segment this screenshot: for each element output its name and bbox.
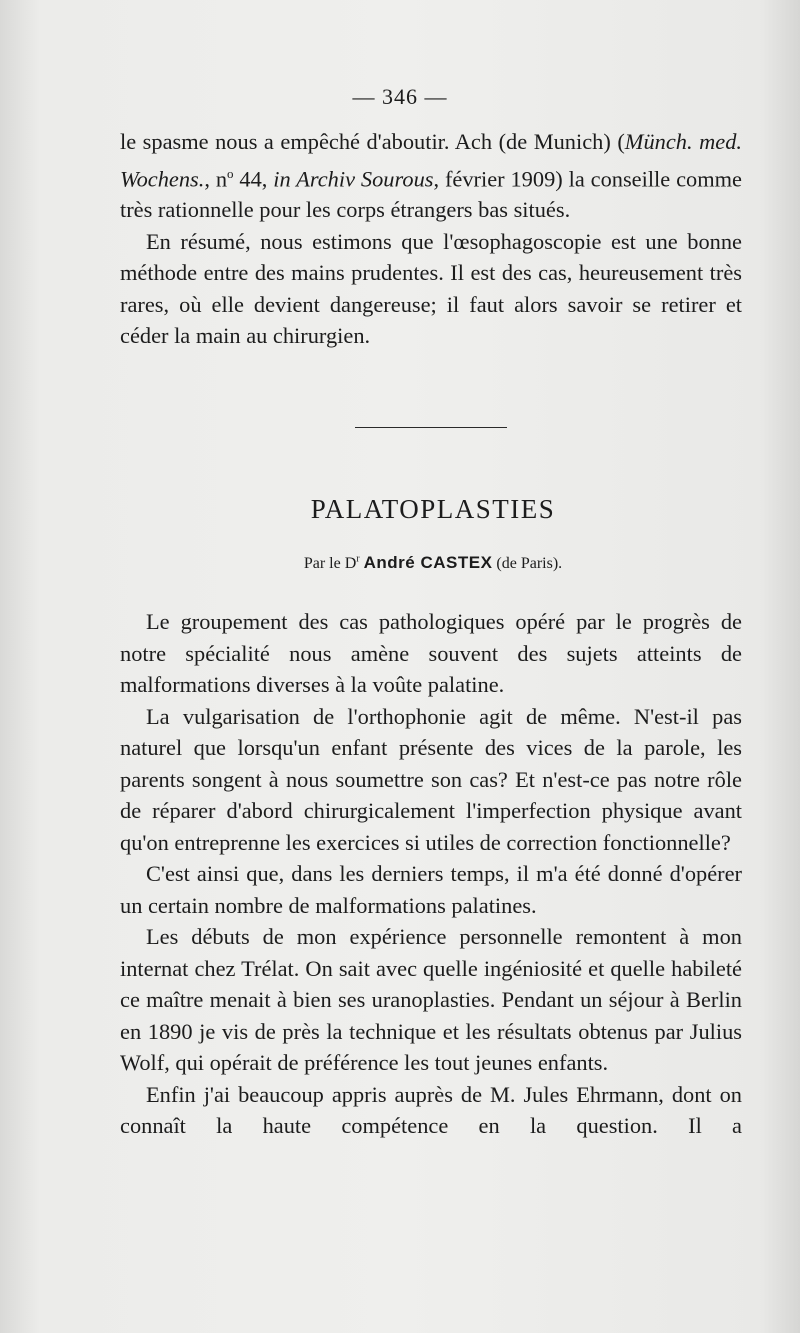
byline-superscript: r — [356, 553, 360, 565]
journal-title: Münch. med. Wochens. — [120, 129, 742, 191]
paragraph: En résumé, nous estimons que l'œsophagoscopie est une bonne méthode entre des mains prudentes. Il est des cas, heureusement très rares, où elle devient dangereuse; il faut alors savoir se retirer et céder la main au chirurgien. — [120, 228, 742, 349]
article-body — [120, 606, 742, 1142]
paragraph — [120, 126, 742, 226]
page-number: — 346 — — [352, 84, 448, 109]
section-divider — [355, 427, 507, 428]
previous-article-ending — [120, 126, 742, 352]
article-title: PALATOPLASTIES — [310, 494, 556, 524]
paragraph: C'est ainsi que, dans les derniers temps, il m'a été donné d'opérer un certain nombre de malformations palatines. — [120, 861, 742, 918]
text-run: le spasme nous a empêché d'aboutir. Ach (de Munich) ( — [120, 129, 625, 154]
byline-suffix: (de Paris). — [496, 555, 563, 572]
paragraph: Les débuts de mon expérience personnelle remontent à mon internat chez Trélat. On sait avec quelle ingéniosité et quelle habileté ce maître menait à bien ses uranoplasties. Pendant un séjour à Berlin en 1890 je vis de près la technique et les résultats obtenus par Julius Wolf, qui opérait de préférence les tout jeunes enfants. — [120, 924, 742, 1075]
author-name: André CASTEX — [363, 553, 493, 572]
text-run: , n — [204, 165, 228, 191]
text-run: 44, — [233, 165, 274, 191]
paragraph: Enfin j'ai beaucoup appris auprès de M. Jules Ehrmann, dont on connaît la haute compétence en la question. Il a — [120, 1081, 742, 1138]
byline — [0, 553, 800, 573]
byline-prefix: Par le D — [303, 555, 357, 572]
source-title: in Archiv Sourous — [273, 165, 434, 191]
paragraph: Le groupement des cas pathologiques opéré par le progrès de notre spécialité nous amène souvent des sujets atteints de malformations diverses à la voûte palatine. — [120, 609, 742, 697]
superscript: o — [227, 165, 234, 181]
text-run: , février 1909) la conseille comme très rationnelle pour les corps étrangers bas situés. — [120, 165, 742, 223]
paragraph: La vulgarisation de l'orthophonie agit de même. N'est-il pas naturel que lorsqu'un enfant présente des vices de la parole, les parents songent à nous soumettre son cas? Et n'est-ce pas notre rôle de réparer d'abord chirurgicalement l'imperfection physique avant qu'on entreprenne les exercices si utiles de correction fonctionnelle? — [120, 703, 742, 855]
